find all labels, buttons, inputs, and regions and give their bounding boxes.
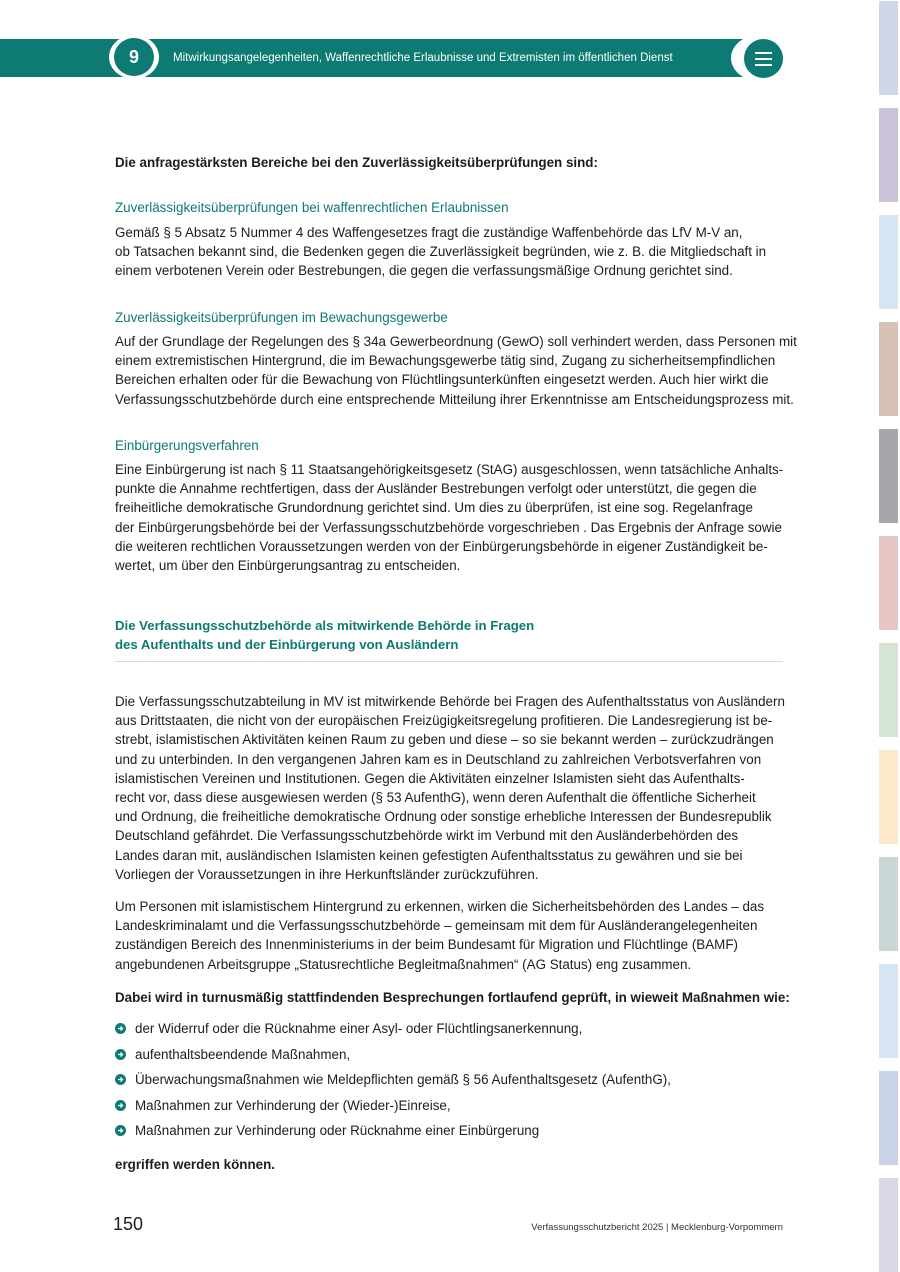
chapter-tab[interactable]: [879, 108, 898, 202]
list-item: der Widerruf oder die Rücknahme einer Asyl- oder Flüchtlingsanerkennung,: [115, 1016, 671, 1042]
chapter-tab[interactable]: [879, 215, 898, 309]
chapter-tab[interactable]: [879, 750, 898, 844]
chapter-tab[interactable]: [879, 536, 898, 630]
list-item: Maßnahmen zur Verhinderung der (Wieder-)Einreise,: [115, 1093, 671, 1119]
section-divider: [115, 661, 783, 662]
list-item: Überwachungsmaßnahmen wie Meldepflichten gemäß § 56 Aufenthaltsgesetz (AufenthG),: [115, 1067, 671, 1093]
menu-icon[interactable]: [744, 39, 783, 78]
arrow-bullet-icon: [115, 1125, 126, 1136]
chapter-title: Mitwirkungsangelegenheiten, Waffenrechtliche Erlaubnisse und Extremisten im öffentlichen Dienst: [173, 52, 673, 64]
list-item: aufenthaltsbeendende Maßnahmen,: [115, 1042, 671, 1068]
page-number: 150: [113, 1214, 144, 1234]
arrow-bullet-icon: [115, 1049, 126, 1060]
chapter-number-badge: 9: [114, 38, 154, 76]
paragraph-einbuergerung: Eine Einbürgerung ist nach § 11 Staatsangehörigkeitsgesetz (StAG) ausgeschlossen, wenn tatsächliche Anhalts- punkte die Annahme rechtfertigen, dass der Ausländer Bestrebungen verfolgt oder unterstützt, die gegen die freiheitliche demokratische Grundordnung gerichtet sind. Um dies zu überprüfen, ist eine sog. Regelanfrage der Einbürgerungsbehörde bei der Verfassungsschutzbehörde vorgeschrieben . Das Ergebnis der Anfrage sowie die weiteren rechtlichen Voraussetzungen werden von der Einbürgerungsbehörde in eigener Zuständigkeit be- wertet, um über den Einbürgerungsantrag zu entscheiden.: [115, 462, 784, 574]
chapter-tab[interactable]: [879, 1178, 898, 1272]
publication-footer: Verfassungsschutzbericht 2025 | Mecklenburg-Vorpommern: [531, 1222, 783, 1233]
chapter-tab[interactable]: [879, 1071, 898, 1165]
chapter-tab[interactable]: [879, 964, 898, 1058]
subheading-bewachung: Zuverlässigkeitsüberprüfungen im Bewachungsgewerbe: [115, 310, 448, 325]
chapter-tab[interactable]: [879, 322, 898, 416]
paragraph-ag-status: Um Personen mit islamistischem Hintergrund zu erkennen, wirken die Sicherheitsbehörden des Landes – das Landeskriminalamt und die Verfassungsschutzbehörde – gemeinsam mit dem für Ausländerangelegenheiten zuständigen Bereich des Innenministeriums in der beim Bundesamt für Migration und Flüchtlinge (BAMF) angebundenen Arbeitsgruppe „Statusrechtliche Begleitmaßnahmen“ (AG Status) eng zusammen.: [115, 899, 765, 972]
list-intro: Dabei wird in turnusmäßig stattfindenden Besprechungen fortlaufend geprüft, in wieweit Maßnahmen wie:: [115, 990, 790, 1005]
paragraph-bewachung: Auf der Grundlage der Regelungen des § 34a Gewerbeordnung (GewO) soll verhindert werden, dass Personen mit einem extremistischen Hintergrund, die im Bewachungsgewerbe tätig sind, Zugang zu sicherheitsempfindlichen Bereichen erhalten oder für die Bewachung von Flüchtlingsunterkünften eingesetzt werden. Auch hier wirkt die Verfassungsschutzbehörde durch eine entsprechende Mitteilung ihrer Erkenntnisse am Entscheidungsprozess mit.: [115, 334, 797, 407]
arrow-bullet-icon: [115, 1074, 126, 1085]
arrow-bullet-icon: [115, 1023, 126, 1034]
list-outro: ergriffen werden können.: [115, 1157, 275, 1172]
section-heading: Die Verfassungsschutzbehörde als mitwirkende Behörde in Fragen des Aufenthalts und der Einbürgerung von Ausländern: [115, 618, 535, 652]
measures-list: [115, 1016, 671, 1144]
chapter-tab[interactable]: [879, 1, 898, 95]
arrow-bullet-icon: [115, 1100, 126, 1111]
chapter-tab[interactable]: [879, 643, 898, 737]
chapter-tab[interactable]: [879, 857, 898, 951]
paragraph-aufenthalt: Die Verfassungsschutzabteilung in MV ist mitwirkende Behörde bei Fragen des Aufenthaltsstatus von Ausländern aus Drittstaaten, die nicht von der europäischen Freizügigkeitsregelung profitieren. Die Landesregierung ist be- strebt, islamistischen Aktivitäten keinen Raum zu geben und diese – so sie bekannt werden – zurückzudrängen und zu unterbinden. In den vergangenen Jahren kam es in Deutschland zu zahlreichen Verbotsverfahren von islamistischen Vereinen und Institutionen. Gegen die Aktivitäten einzelner Islamisten sieht das Aufenthalts- recht vor, dass diese ausgewiesen werden (§ 53 AufenthG), wenn deren Aufenthalt die öffentliche Sicherheit und Ordnung, die freiheitliche demokratische Ordnung oder sonstige erhebliche Interessen der Bundesrepublik Deutschland gefährdet. Die Verfassungsschutzbehörde wirkt im Verbund mit den Ausländerbehörden des Landes daran mit, ausländischen Islamisten keinen gefestigten Aufenthaltsstatus zu gewähren und sie bei Vorliegen der Voraussetzungen in ihre Herkunftsländer zurückzuführen.: [115, 694, 785, 882]
paragraph-waffen: Gemäß § 5 Absatz 5 Nummer 4 des Waffengesetzes fragt die zuständige Waffenbehörde das LfV M-V an, ob Tatsachen bekannt sind, die Bedenken gegen die Zuverlässigkeit begründen, wie z. B. die Mitgliedschaft in einem verbotenen Verein oder Bestrebungen, die gegen die verfassungsmäßige Ordnung gerichtet sind.: [115, 225, 767, 279]
subheading-einbuergerung: Einbürgerungsverfahren: [115, 438, 259, 453]
list-item: Maßnahmen zur Verhinderung oder Rücknahme einer Einbürgerung: [115, 1118, 671, 1144]
subheading-waffen: Zuverlässigkeitsüberprüfungen bei waffenrechtlichen Erlaubnissen: [115, 200, 509, 215]
intro-text: Die anfragestärksten Bereiche bei den Zuverlässigkeitsüberprüfungen sind:: [115, 155, 598, 170]
chapter-tab[interactable]: [879, 429, 898, 523]
